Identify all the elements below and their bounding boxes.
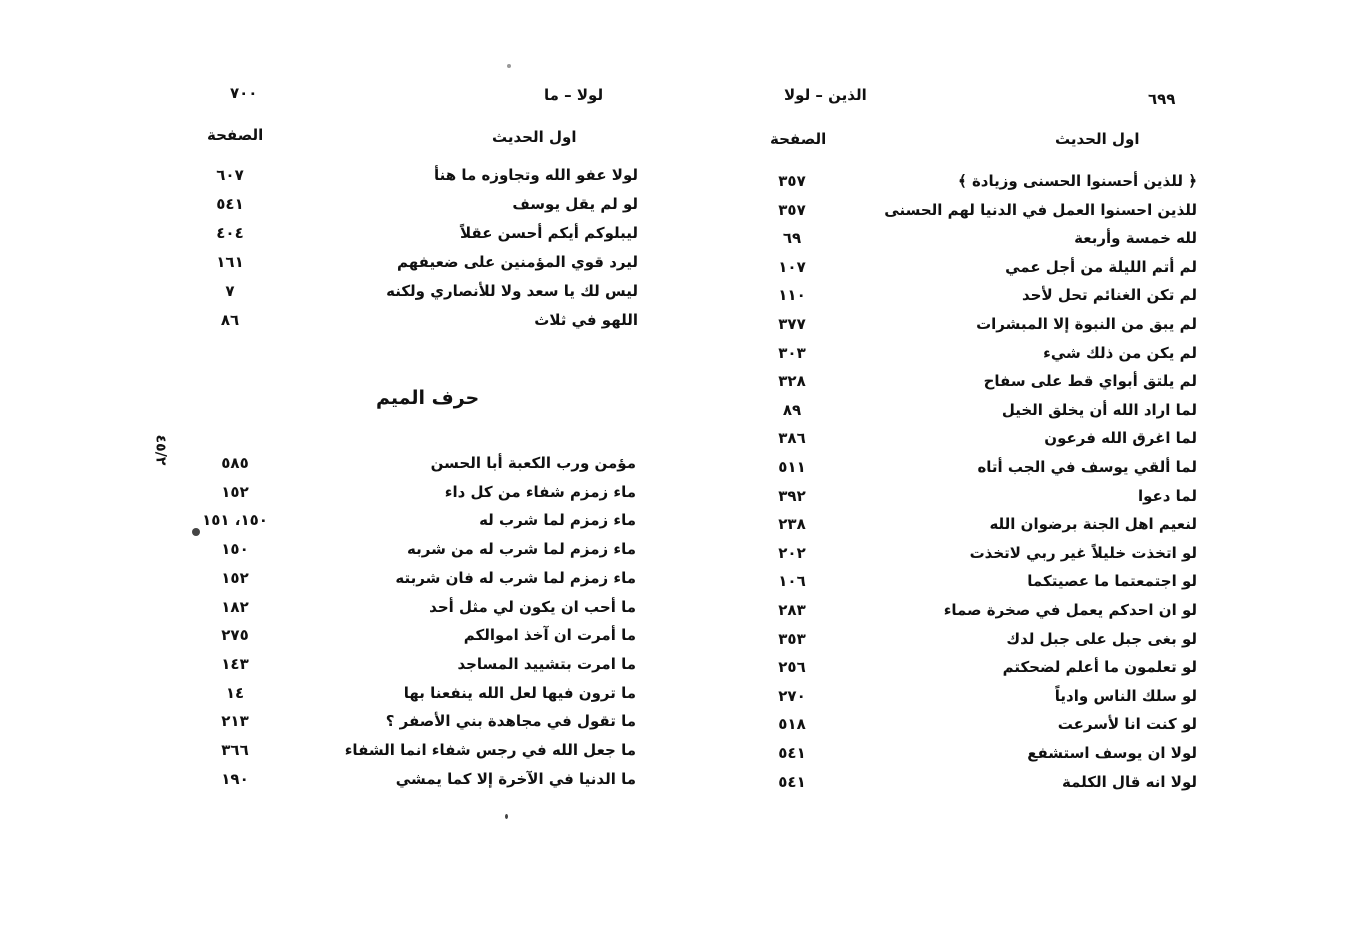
mim-index-entry-page: ١٤ <box>225 683 245 702</box>
right-index-entry-page: ٣٥٣ <box>778 629 806 648</box>
left-index-entry-text: لو لم يقل يوسف <box>512 195 638 213</box>
right-index-entry-page: ٢٨٣ <box>778 601 806 619</box>
mim-index-entry-page: ١٩٠ <box>221 769 249 788</box>
right-index-entry-text: لولا انه قال الكلمة <box>1062 772 1197 791</box>
right-index-entry-text: لما ألقي يوسف في الجب أتاه <box>977 458 1197 476</box>
right-index-entry-text: لما دعوا <box>1137 486 1197 505</box>
mim-index-entry-text: ما امرت بتشييد المساجد <box>457 654 636 673</box>
mim-index-entry-page: ٥٨٥ <box>221 454 249 472</box>
mim-index-entry-text: ماء زمزم شفاء من كل داء <box>444 482 636 501</box>
right-index-entry-page: ٢٥٦ <box>778 658 806 677</box>
scan-speck <box>505 814 508 819</box>
mim-index-entry-page: ٢٧٥ <box>221 626 249 645</box>
right-index-entry-page: ٢٧٠ <box>778 686 806 705</box>
mim-index-entry-text: ما تقول في مجاهدة بني الأصفر ؟ <box>385 712 636 731</box>
left-index-entry-page: ٦٠٧ <box>216 166 244 184</box>
right-index-entry-text: لو بغى جبل على جبل لدك <box>1006 629 1197 648</box>
right-col-page-header: الصفحة <box>770 130 827 148</box>
right-index-entry-text: لو اجتمعتما ما عصيتكما <box>1027 572 1197 591</box>
right-index-entry-text: لما اغرق الله فرعون <box>1044 429 1197 448</box>
right-index-entry-text: لو سلك الناس وادياً <box>1054 686 1197 705</box>
right-index-entry-page: ٣٠٣ <box>778 343 806 362</box>
scan-speck <box>507 64 511 68</box>
mim-index-entry-text: ما جعل الله في رجس شفاء انما الشفاء <box>344 741 636 759</box>
mim-index-entry-page: ٣٦٦ <box>221 741 249 759</box>
right-index-entry-text: لم يلتق أبواي قط على سفاح <box>983 372 1197 391</box>
left-index-entry-page: ٥٤١ <box>216 195 244 213</box>
left-index-entry-text: ليبلوكم أيكم أحسن عقلاً <box>460 224 638 242</box>
right-index-entry-text: لنعيم اهل الجنة برضوان الله <box>989 515 1197 534</box>
left-index-entry-text: لولا عفو الله وتجاوزه ما هنأ <box>433 166 638 184</box>
right-index-entry-page: ١١٠ <box>778 286 806 305</box>
right-index-entry-page: ٣٧٧ <box>778 315 806 333</box>
mim-index-entry-page: ١٨٢ <box>221 597 249 616</box>
right-running-title: الذين – لولا <box>784 86 867 104</box>
right-index-entry-page: ٢٣٨ <box>778 515 806 534</box>
right-index-entry-page: ٣٥٧ <box>778 172 806 190</box>
right-page-number: ٦٩٩ <box>1148 90 1176 108</box>
left-index-entry-text: ليس لك يا سعد ولا للأنصاري ولكنه <box>386 282 638 300</box>
right-index-entry-page: ٥١١ <box>778 458 806 476</box>
mim-index-entry-page: ١٥٠، ١٥١ <box>202 511 268 530</box>
mim-index-entry-text: ما ترون فيها لعل الله ينفعنا بها <box>403 683 636 702</box>
mim-index-entry-page: ١٥٢ <box>221 482 249 501</box>
right-index-entry-page: ٦٩ <box>782 229 802 248</box>
right-col-hadith-header: اول الحديث <box>1055 130 1140 148</box>
left-index-entry-text: اللهو في ثلاث <box>534 311 638 329</box>
right-index-entry-text: لولا ان يوسف استشفع <box>1027 744 1197 762</box>
right-index-entry-page: ٥٤١ <box>778 744 806 762</box>
right-index-entry-page: ٥١٨ <box>778 715 806 734</box>
left-col-hadith-header: اول الحديث <box>492 128 577 146</box>
left-index-entry-page: ٤٠٤ <box>216 224 244 242</box>
mim-index-entry-page: ٢١٣ <box>221 712 249 731</box>
mim-index-entry-text: ما أحب ان يكون لي مثل أحد <box>429 597 636 616</box>
left-running-title: لولا – ما <box>544 86 604 104</box>
right-index-entry-page: ٣٨٦ <box>778 429 806 448</box>
left-index-entry-page: ١٦١ <box>216 253 244 271</box>
right-index-entry-page: ٢٠٢ <box>778 543 806 562</box>
right-index-entry-text: للذين احسنوا العمل في الدنيا لهم الحسنى <box>884 200 1197 219</box>
right-index-entry-text: ﴿ للذين أحسنوا الحسنى وزيادة ﴾ <box>957 172 1197 190</box>
right-index-entry-text: لو اتخذت خليلاً غير ربي لاتخذت <box>969 543 1197 562</box>
mim-index-entry-text: مؤمن ورب الكعبة أبا الحسن <box>430 454 636 472</box>
right-index-entry-text: لو ان احدكم يعمل في صخرة صماء <box>943 601 1197 619</box>
mim-index-entry-text: ماء زمزم لما شرب له <box>479 511 636 530</box>
mim-index-entry-page: ١٥٢ <box>221 568 249 587</box>
right-index-entry-page: ٣٢٨ <box>778 372 806 391</box>
right-index-entry-text: لم يبق من النبوة إلا المبشرات <box>976 315 1197 333</box>
right-index-entry-text: لو كنت انا لأسرعت <box>1057 715 1197 734</box>
right-index-entry-text: لما اراد الله أن يخلق الخيل <box>1001 400 1197 419</box>
mim-index-entry-text: ماء زمزم لما شرب له فان شربته <box>395 568 636 587</box>
left-index-entry-text: ليرد قوي المؤمنين على ضعيفهم <box>396 253 638 271</box>
mim-index-entry-page: ١٤٣ <box>221 654 249 673</box>
right-index-entry-text: لله خمسة وأربعة <box>1074 229 1197 248</box>
right-index-entry-page: ١٠٧ <box>778 257 806 276</box>
section-title-mim: حرف الميم <box>376 387 480 409</box>
right-index-entry-page: ١٠٦ <box>778 572 806 591</box>
mim-index-entry-text: ماء زمزم لما شرب له من شربه <box>407 540 636 559</box>
right-index-entry-text: لو تعلمون ما أعلم لضحكتم <box>1002 658 1197 677</box>
right-index-entry-page: ٥٤١ <box>778 772 806 791</box>
left-index-entry-page: ٧ <box>225 282 235 300</box>
right-index-entry-text: لم يكن من ذلك شيء <box>1043 343 1197 362</box>
left-col-page-header: الصفحة <box>207 126 264 144</box>
left-page-number: ٧٠٠ <box>230 84 258 102</box>
right-index-entry-text: لم أتم الليلة من أجل عمي <box>1005 257 1197 276</box>
left-index-entry-page: ٨٦ <box>220 311 240 329</box>
mim-index-entry-text: ما الدنيا في الآخرة إلا كما يمشي <box>395 769 636 788</box>
right-index-entry-page: ٣٥٧ <box>778 200 806 219</box>
margin-note: ٤٥/٢ <box>152 434 169 466</box>
mim-index-entry-page: ١٥٠ <box>221 540 249 559</box>
mim-index-entry-text: ما أمرت ان آخذ اموالكم <box>463 626 636 645</box>
right-index-entry-page: ٨٩ <box>782 400 802 419</box>
right-index-entry-text: لم تكن الغنائم تحل لأحد <box>1021 286 1197 305</box>
right-index-entry-page: ٣٩٢ <box>778 486 806 505</box>
scan-speck <box>192 528 200 536</box>
